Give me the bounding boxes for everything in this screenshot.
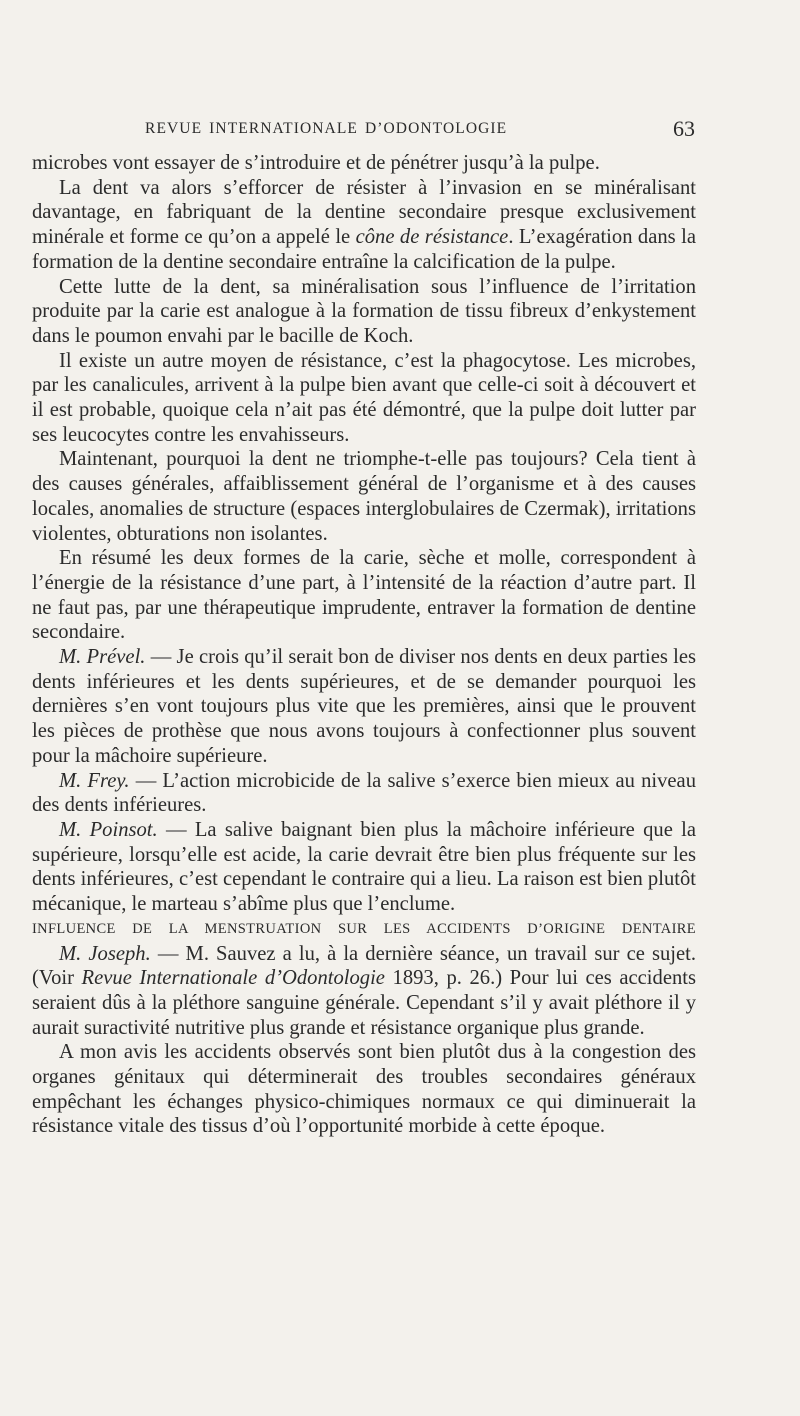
paragraph-poinsot <box>32 818 696 917</box>
paragraph-text: — Je crois qu’il serait bon de diviser nos dents en deux parties les dents inférieures et les dents supérieures, et de se demander pourquoi les dernières s’en vont toujours plus vite que les premières, ainsi que le prouvent les pièces de prothèse que nous avons toujours à confectionner plus souvent pour la mâchoire supérieure. <box>32 646 696 767</box>
paragraph-frey <box>32 769 696 818</box>
paragraph-prevel <box>32 645 696 769</box>
paragraph-text: — L’action microbicide de la salive s’exerce bien mieux au niveau des dents inférieures. <box>32 769 696 817</box>
paragraph-resume: En résumé les deux formes de la carie, sèche et molle, correspondent à l’énergie de la résistance d’une part, à l’intensité de la réaction d’autre part. Il ne faut pas, par une thérapeutique imprudente, entraver la formation de dentine secondaire. <box>32 547 696 644</box>
speaker-name: M. Prével. <box>59 646 146 669</box>
paragraph-joseph <box>32 942 696 1041</box>
paragraph-continuation: microbes vont essayer de s’introduire et de pénétrer jusqu’à la pulpe. <box>32 152 600 174</box>
body-text <box>32 151 696 1139</box>
paragraph-mon-avis: A mon avis les accidents observés sont bien plutôt dus à la congestion des organes génitaux qui déterminerait des troubles secondaires généraux empêchant les échanges physico-chimiques normaux ce qui diminuerait la résistance vitale des tissus d’où l’opportunité morbide à cette époque. <box>32 1041 696 1138</box>
section-heading: INFLUENCE DE LA MENSTRUATION SUR LES ACCIDENTS D’ORIGINE DENTAIRE <box>32 920 696 937</box>
running-title: REVUE INTERNATIONALE D’ODONTOLOGIE <box>145 120 508 137</box>
paragraph-phagocytose: Il existe un autre moyen de résistance, c’est la phagocytose. Les microbes, par les canalicules, arrivent à la pulpe bien avant que celle-ci soit à découvert et il est probable, quoique cela n’ait pas été démontré, que la pulpe doit lutter par ses leucocytes contre les envahisseurs. <box>32 349 696 446</box>
page-number: 63 <box>673 116 695 141</box>
paragraph-text: — La salive baignant bien plus la mâchoire inférieure que la supérieure, lorsqu’elle est acide, la carie devrait être bien plus fréquente sur les dents inférieures, c’est cependant le contraire qui a lieu. La raison est bien plutôt mécanique, le marteau s’abîme plus que l’enclume. <box>32 818 696 916</box>
speaker-name: M. Joseph. <box>59 942 151 965</box>
speaker-name: M. Frey. <box>59 769 130 792</box>
page-header <box>145 116 695 146</box>
speaker-name: M. Poinsot. <box>59 818 158 841</box>
paragraph-dentine-secondaire <box>32 176 696 275</box>
paragraph-causes: Maintenant, pourquoi la dent ne triomphe-t-elle pas toujours? Cela tient à des causes générales, affaiblissement général de l’organisme et à des causes locales, anomalies de structure (espaces interglobulaires de Czermak), irritations violentes, obturations non isolantes. <box>32 448 696 545</box>
paragraph-lutte-de-la-dent: Cette lutte de la dent, sa minéralisation sous l’influence de l’irritation produite par la carie est analogue à la formation de tissu fibreux d’enkystement dans le poumon envahi par le bacille de Koch. <box>32 275 696 347</box>
paragraph-text: 1893, p. 26.) Pour lui ces accidents seraient dûs à la pléthore sanguine générale. Cependant s’il y avait pléthore il y aurait suractivité nutritive plus grande et résistance organique plus grande. <box>32 967 696 1039</box>
paragraph-text: . L’exagération dans la formation de la dentine secondaire entraîne la calcification de la pulpe. <box>32 226 696 273</box>
paragraph-text: — M. Sauvez a lu, à la dernière séance, un travail sur ce sujet. (Voir <box>32 942 696 990</box>
emphasis-journal-title: Revue Internationale d’Odontologie <box>81 967 385 990</box>
emphasis-cone-de-resistance: cône de résistance <box>355 226 509 249</box>
paragraph-text: La dent va alors s’efforcer de résister à l’invasion en se minéralisant davantage, en fabriquant de la dentine secondaire presque exclusivement minérale et forme ce qu’on a appelé le <box>32 176 696 249</box>
